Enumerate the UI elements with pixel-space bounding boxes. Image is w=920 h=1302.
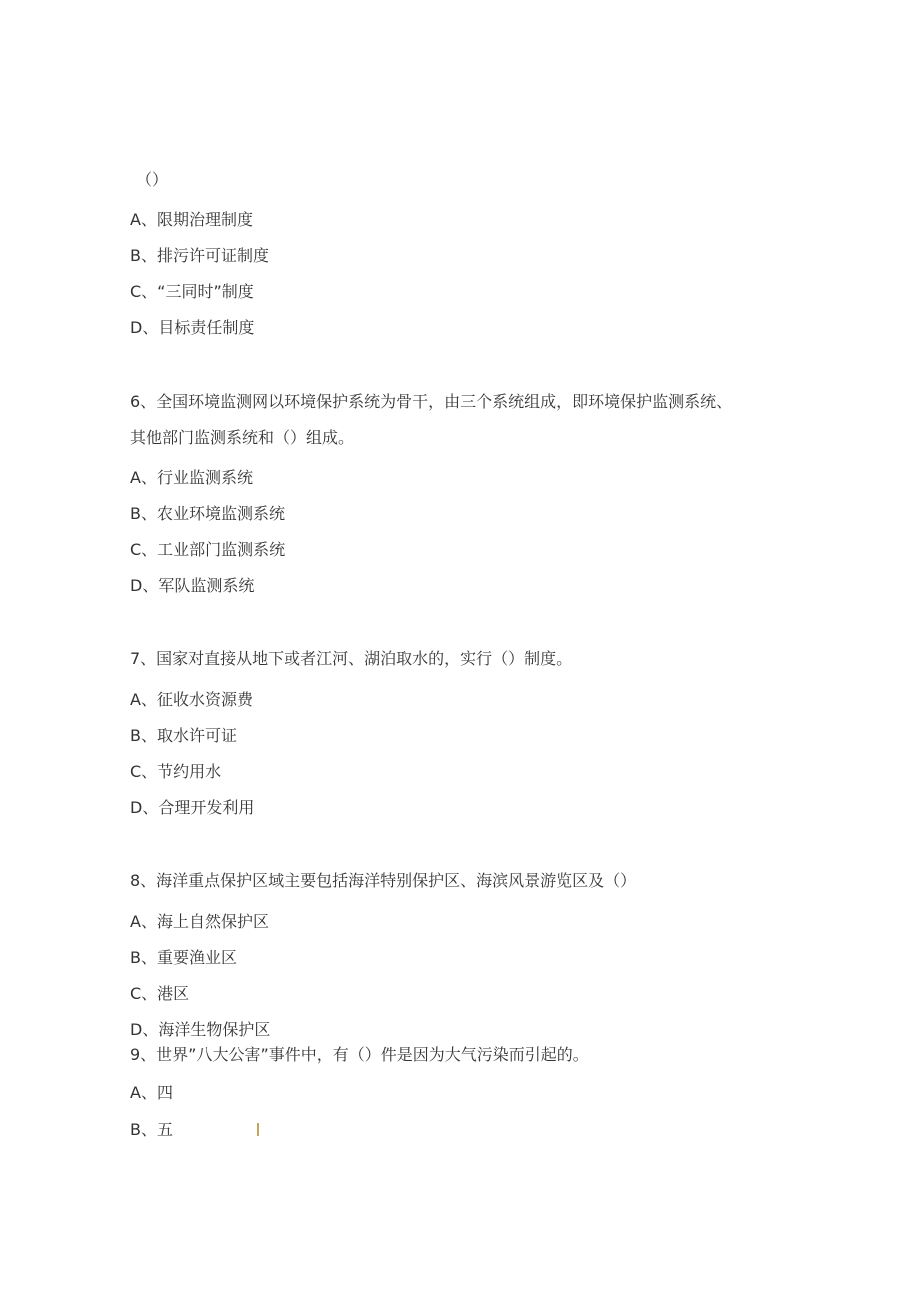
question-6-stem-line1: 6、全国环境监测网以环境保护系统为骨干，由三个系统组成，即环境保护监测系统、 bbox=[130, 392, 733, 411]
question-6-option-b: B、农业环境监测系统 bbox=[130, 504, 285, 523]
question-9-stem: 9、世界”八大公害”事件中，有（）件是因为大气污染而引起的。 bbox=[130, 1045, 589, 1064]
question-8-option-c: C、港区 bbox=[130, 984, 190, 1003]
question-7-option-c: C、节约用水 bbox=[130, 762, 222, 781]
question-5-option-b: B、排污许可证制度 bbox=[130, 246, 269, 265]
text-cursor-mark bbox=[257, 1123, 259, 1136]
question-8-stem: 8、海洋重点保护区域主要包括海洋特别保护区、海滨风景游览区及（） bbox=[130, 871, 637, 890]
question-6-option-a: A、行业监测系统 bbox=[130, 468, 253, 487]
question-5-option-a: A、限期治理制度 bbox=[130, 210, 253, 229]
question-6-stem-line2: 其他部门监测系统和（）组成。 bbox=[130, 428, 355, 447]
question-8-option-a: A、海上自然保护区 bbox=[130, 912, 269, 931]
question-5-stem-tail: （） bbox=[136, 170, 169, 189]
question-7-option-b: B、取水许可证 bbox=[130, 726, 237, 745]
question-6-option-c: C、工业部门监测系统 bbox=[130, 540, 286, 559]
question-9-option-b: B、五 bbox=[130, 1120, 173, 1139]
question-7-stem: 7、国家对直接从地下或者江河、湖泊取水的，实行（）制度。 bbox=[130, 649, 573, 668]
question-5-option-c: C、“三同时”制度 bbox=[130, 282, 254, 301]
question-5-option-d: D、目标责任制度 bbox=[130, 318, 255, 337]
question-8-option-d: D、海洋生物保护区 bbox=[130, 1020, 271, 1039]
question-9-option-a: A、四 bbox=[130, 1083, 173, 1102]
question-6-option-d: D、军队监测系统 bbox=[130, 576, 255, 595]
question-7-option-a: A、征收水资源费 bbox=[130, 690, 253, 709]
question-8-option-b: B、重要渔业区 bbox=[130, 948, 237, 967]
question-7-option-d: D、合理开发利用 bbox=[130, 798, 255, 817]
